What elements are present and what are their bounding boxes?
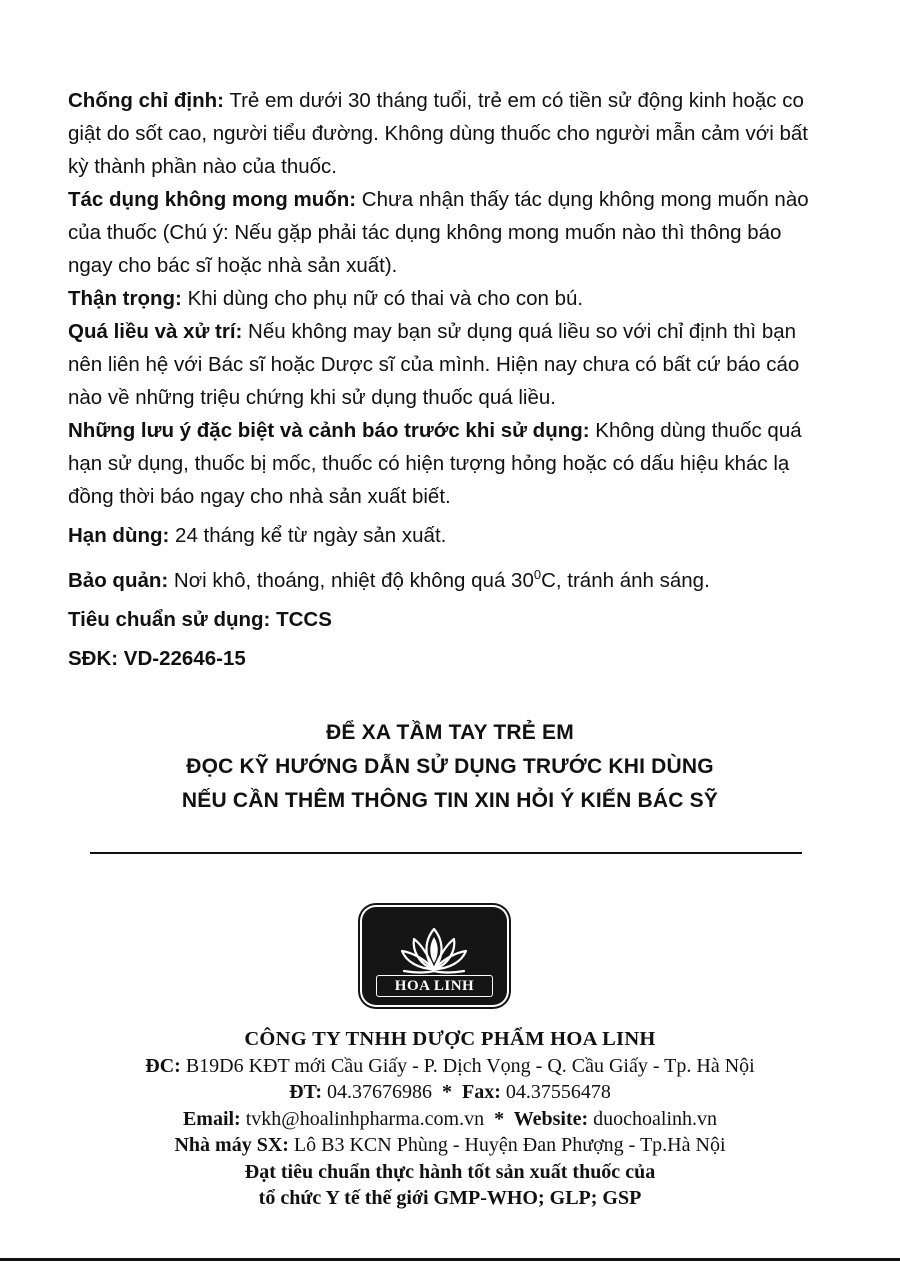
company-info: [0, 1026, 900, 1212]
certification-line-2: tổ chức Y tế thế giới GMP-WHO; GLP; GSP: [258, 1187, 642, 1209]
degree-superscript: 0: [533, 567, 542, 582]
side-effects-label: Tác dụng không mong muốn:: [68, 188, 357, 211]
product-info-body: [68, 84, 816, 675]
fax-number: 04.37556478: [500, 1081, 611, 1103]
expiry-paragraph: [68, 519, 816, 552]
side-effects-text: Chưa nhận thấy tác dụng không mong muốn nào của thuốc (Chú ý: Nếu gặp phải tác dụng không mong muốn nào thì thông báo ngay cho bác sĩ hoặc nhà sản xuất).: [68, 188, 809, 277]
address-text: B19D6 KĐT mới Cầu Giấy - P. Dịch Vọng - Q. Cầu Giấy - Tp. Hà Nội: [180, 1054, 755, 1077]
side-effects-paragraph: [68, 183, 816, 282]
separator: *: [432, 1081, 463, 1103]
warning-block: [0, 716, 900, 818]
registration-number: SĐK: VD-22646-15: [68, 646, 246, 670]
expiry-text: 24 tháng kể từ ngày sản xuất.: [169, 524, 447, 547]
storage-label: Bảo quản:: [68, 568, 169, 592]
caution-label: Thận trọng:: [68, 287, 182, 310]
logo-text: HOA LINH: [376, 975, 493, 997]
factory-label: Nhà máy SX:: [174, 1134, 289, 1156]
factory-address: Lô B3 KCN Phùng - Huyện Đan Phượng - Tp.Hà Nội: [288, 1134, 726, 1156]
phone-number: 04.37676986: [322, 1081, 433, 1103]
divider: [90, 852, 802, 854]
contraindication-paragraph: [68, 84, 816, 183]
separator: *: [484, 1107, 514, 1130]
special-notes-label: Những lưu ý đặc biệt và cảnh báo trước khi sử dụng:: [68, 419, 590, 442]
overdose-label: Quá liều và xử trí:: [68, 320, 243, 343]
bottom-border: [0, 1258, 900, 1261]
warning-line-read-instructions: ĐỌC KỸ HƯỚNG DẪN SỬ DỤNG TRƯỚC KHI DÙNG: [186, 755, 714, 778]
phone-label: ĐT:: [289, 1081, 323, 1103]
email-address: tvkh@hoalinhpharma.com.vn: [240, 1107, 485, 1130]
contraindication-label: Chống chỉ định:: [68, 89, 224, 112]
storage-text: Nơi khô, thoáng, nhiệt độ không quá 30: [168, 568, 534, 592]
website-label: Website:: [513, 1107, 589, 1130]
caution-paragraph: [68, 282, 816, 315]
fax-label: Fax:: [462, 1081, 501, 1103]
standard-line: Tiêu chuẩn sử dụng: TCCS: [68, 607, 332, 631]
caution-text: Khi dùng cho phụ nữ có thai và cho con bú.: [181, 287, 584, 310]
company-name: CÔNG TY TNHH DƯỢC PHẨM HOA LINH: [244, 1028, 656, 1050]
address-label: ĐC:: [145, 1054, 181, 1077]
special-notes-text: Không dùng thuốc quá hạn sử dụng, thuốc bị mốc, thuốc có hiện tượng hỏng hoặc có dấu hiệu khác lạ đồng thời báo ngay cho nhà sản xuất biết.: [68, 419, 802, 508]
contraindication-text: Trẻ em dưới 30 tháng tuổi, trẻ em có tiền sử động kinh hoặc co giật do sốt cao, người tiểu đường. Không dùng thuốc cho người mẫn cảm với bất kỳ thành phần nào của thuốc.: [68, 89, 808, 178]
website-url: duochoalinh.vn: [588, 1107, 718, 1130]
email-website-line: [0, 1106, 900, 1133]
warning-line-ask-doctor: NẾU CẦN THÊM THÔNG TIN XIN HỎI Ý KIẾN BÁC SỸ: [181, 789, 719, 812]
special-notes-paragraph: [68, 414, 816, 513]
company-logo: [362, 907, 507, 1005]
overdose-text: Nếu không may bạn sử dụng quá liều so với chỉ định thì bạn nên liên hệ với Bác sĩ hoặc Dược sĩ của mình. Hiện nay chưa có bất cứ báo cáo nào về những triệu chứng khi sử dụng thuốc quá liều.: [68, 320, 800, 409]
certification-line-1: Đạt tiêu chuẩn thực hành tốt sản xuất thuốc của: [244, 1160, 656, 1183]
storage-text-end: C, tránh ánh sáng.: [541, 568, 710, 592]
address-line: [0, 1053, 900, 1080]
storage-paragraph: [68, 558, 816, 597]
factory-line: [0, 1132, 900, 1159]
overdose-paragraph: [68, 315, 816, 414]
expiry-label: Hạn dùng:: [68, 524, 170, 547]
warning-line-children: ĐỂ XA TẦM TAY TRẺ EM: [326, 721, 574, 744]
phone-fax-line: [0, 1079, 900, 1106]
email-label: Email:: [182, 1107, 241, 1130]
